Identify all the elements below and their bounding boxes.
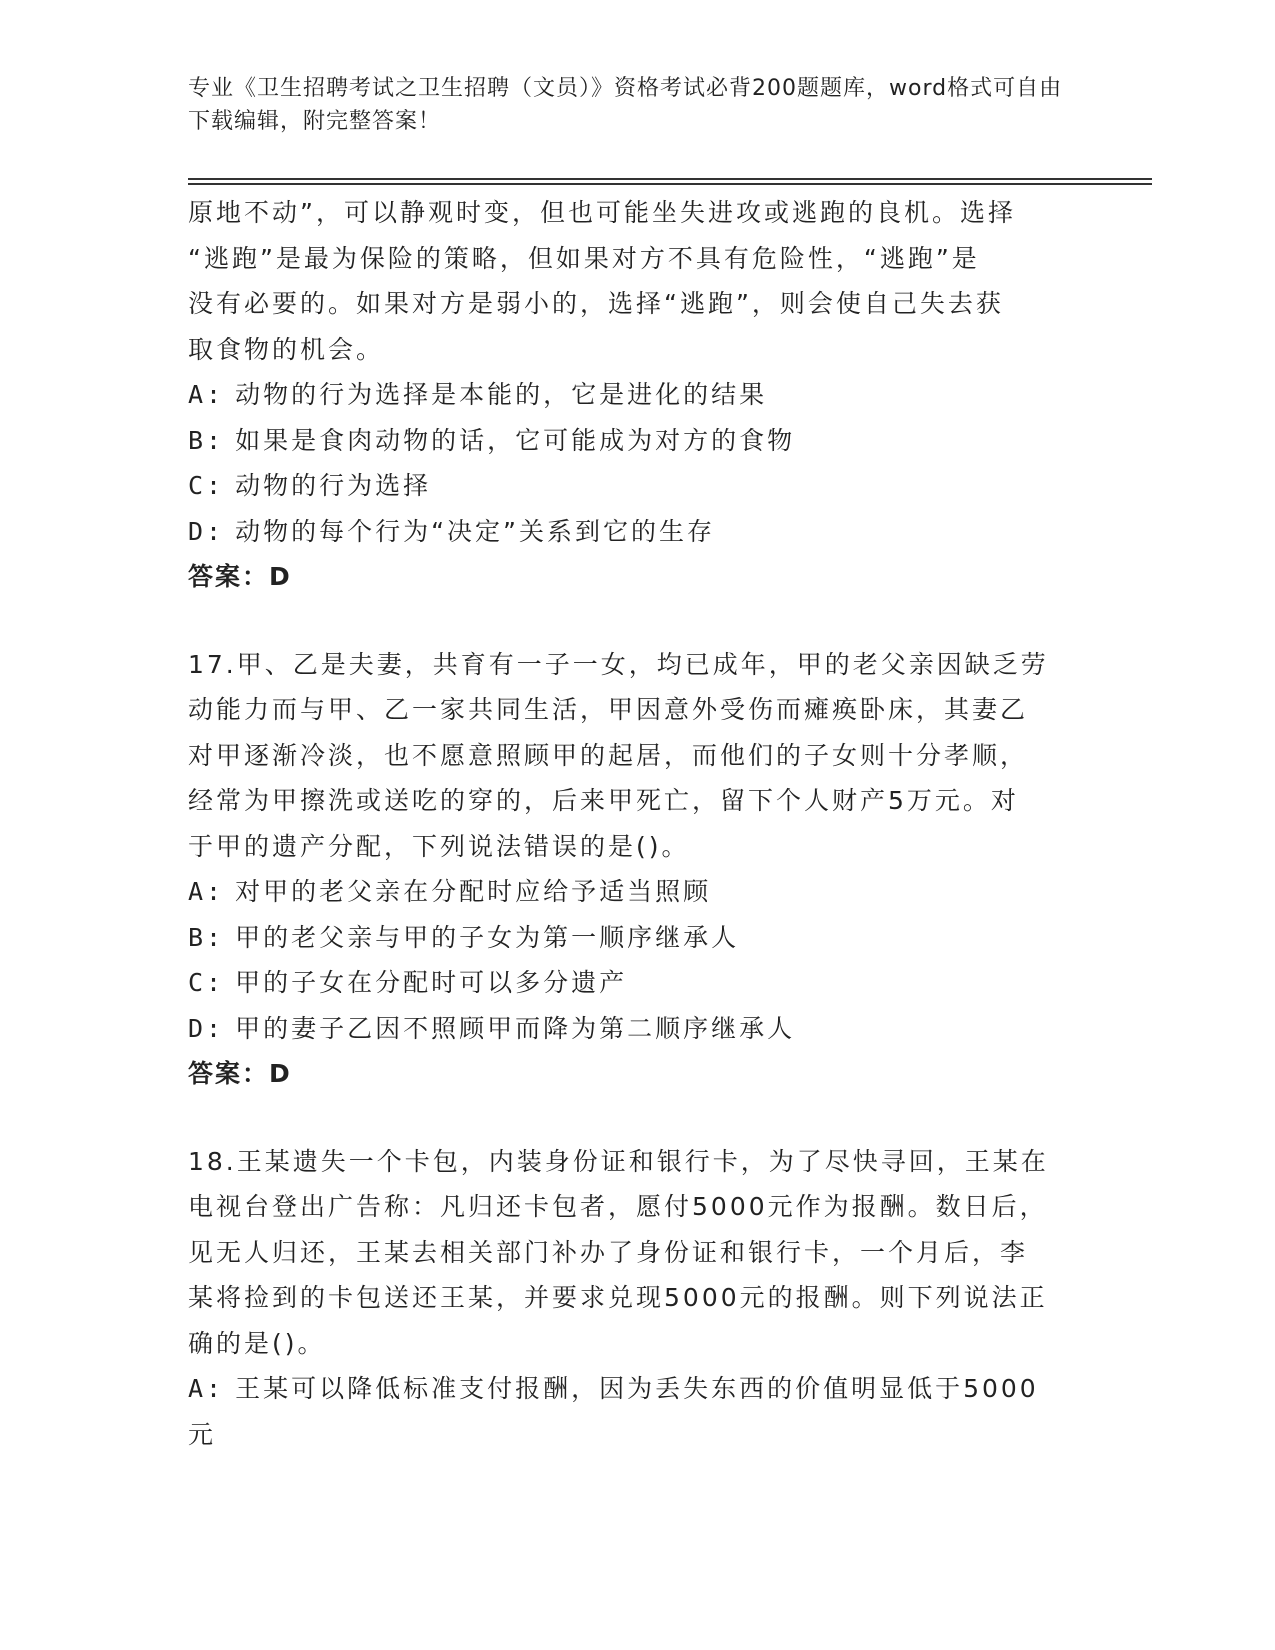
option-text: 甲的妻子乙因不照顾甲而降为第二顺序继承人 (235, 1013, 796, 1043)
header-divider (188, 178, 1152, 180)
option-letter: C: (188, 471, 225, 500)
option-letter: B: (188, 425, 225, 455)
option-c (188, 463, 1088, 509)
header-title: 专业《卫生招聘考试之卫生招聘（文员）》资格考试必背200题题库，word格式可自由下载编辑，附完整答案！ (188, 76, 1063, 134)
question-text-line: 没有必要的。如果对方是弱小的，选择“逃跑”，则会使自己失去获 (188, 289, 1004, 318)
option-letter: C: (188, 968, 225, 997)
question-text-line: “逃跑”是最为保险的策略，但如果对方不具有危险性，“逃跑”是 (188, 243, 980, 273)
option-letter: A: (188, 877, 225, 906)
option-text: 甲的老父亲与甲的子女为第一顺序继承人 (235, 922, 740, 952)
answer-line: 答案：D (188, 562, 292, 591)
option-a (188, 372, 1088, 418)
option-b (188, 915, 1088, 961)
option-text: 对甲的老父亲在分配时应给予适当照顾 (235, 877, 712, 906)
option-c (188, 960, 1088, 1006)
option-text: 如果是食肉动物的话，它可能成为对方的食物 (235, 425, 796, 455)
document-body (188, 190, 1088, 1457)
question-text-line: 某将捡到的卡包送还王某，并要求兑现5000元的报酬。则下列说法正 (188, 1283, 1048, 1312)
option-text: 动物的行为选择是本能的，它是进化的结果 (235, 380, 768, 409)
option-letter: D: (188, 516, 225, 546)
option-letter: B: (188, 922, 225, 952)
question-16 (188, 190, 1088, 600)
question-text-line: 18.王某遗失一个卡包，内装身份证和银行卡，为了尽快寻回，王某在 (188, 1146, 1049, 1176)
question-text-line: 对甲逐渐冷淡，也不愿意照顾甲的起居，而他们的子女则十分孝顺， (188, 740, 1029, 770)
option-letter: D: (188, 1013, 225, 1043)
question-text-line: 原地不动”，可以静观时变，但也可能坐失进攻或逃跑的良机。选择 (188, 198, 1016, 227)
option-text: 动物的行为选择 (235, 471, 432, 500)
option-text: 元 (188, 1419, 217, 1449)
option-text: 动物的每个行为“决定”关系到它的生存 (235, 516, 715, 546)
question-text-line: 见无人归还，王某去相关部门补办了身份证和银行卡，一个月后，李 (188, 1237, 1029, 1267)
option-d (188, 509, 1088, 555)
question-text-line: 经常为甲擦洗或送吃的穿的，后来甲死亡，留下个人财产5万元。对 (188, 786, 1019, 815)
question-text-line: 确的是()。 (188, 1328, 326, 1358)
question-text-line: 动能力而与甲、乙一家共同生活，甲因意外受伤而瘫痪卧床，其妻乙 (188, 695, 1029, 724)
option-d (188, 1006, 1088, 1052)
option-a (188, 869, 1088, 915)
question-text-line: 17.甲、乙是夫妻，共育有一子一女，均已成年，甲的老父亲因缺乏劳 (188, 649, 1049, 679)
option-a (188, 1366, 1088, 1412)
question-text-line: 取食物的机会。 (188, 334, 385, 364)
question-text-line: 于甲的遗产分配，下列说法错误的是()。 (188, 831, 690, 861)
answer-line: 答案：D (188, 1059, 292, 1088)
question-text-line: 电视台登出广告称：凡归还卡包者，愿付5000元作为报酬。数日后， (188, 1192, 1048, 1221)
question-17 (188, 642, 1088, 1097)
question-18 (188, 1139, 1088, 1458)
option-a-continuation (188, 1412, 1088, 1458)
document-header (188, 72, 1078, 138)
option-letter: A: (188, 380, 225, 409)
option-text: 王某可以降低标准支付报酬，因为丢失东西的价值明显低于5000 (235, 1374, 1039, 1403)
option-text: 甲的子女在分配时可以多分遗产 (235, 968, 628, 997)
option-b (188, 418, 1088, 464)
option-letter: A: (188, 1374, 225, 1403)
